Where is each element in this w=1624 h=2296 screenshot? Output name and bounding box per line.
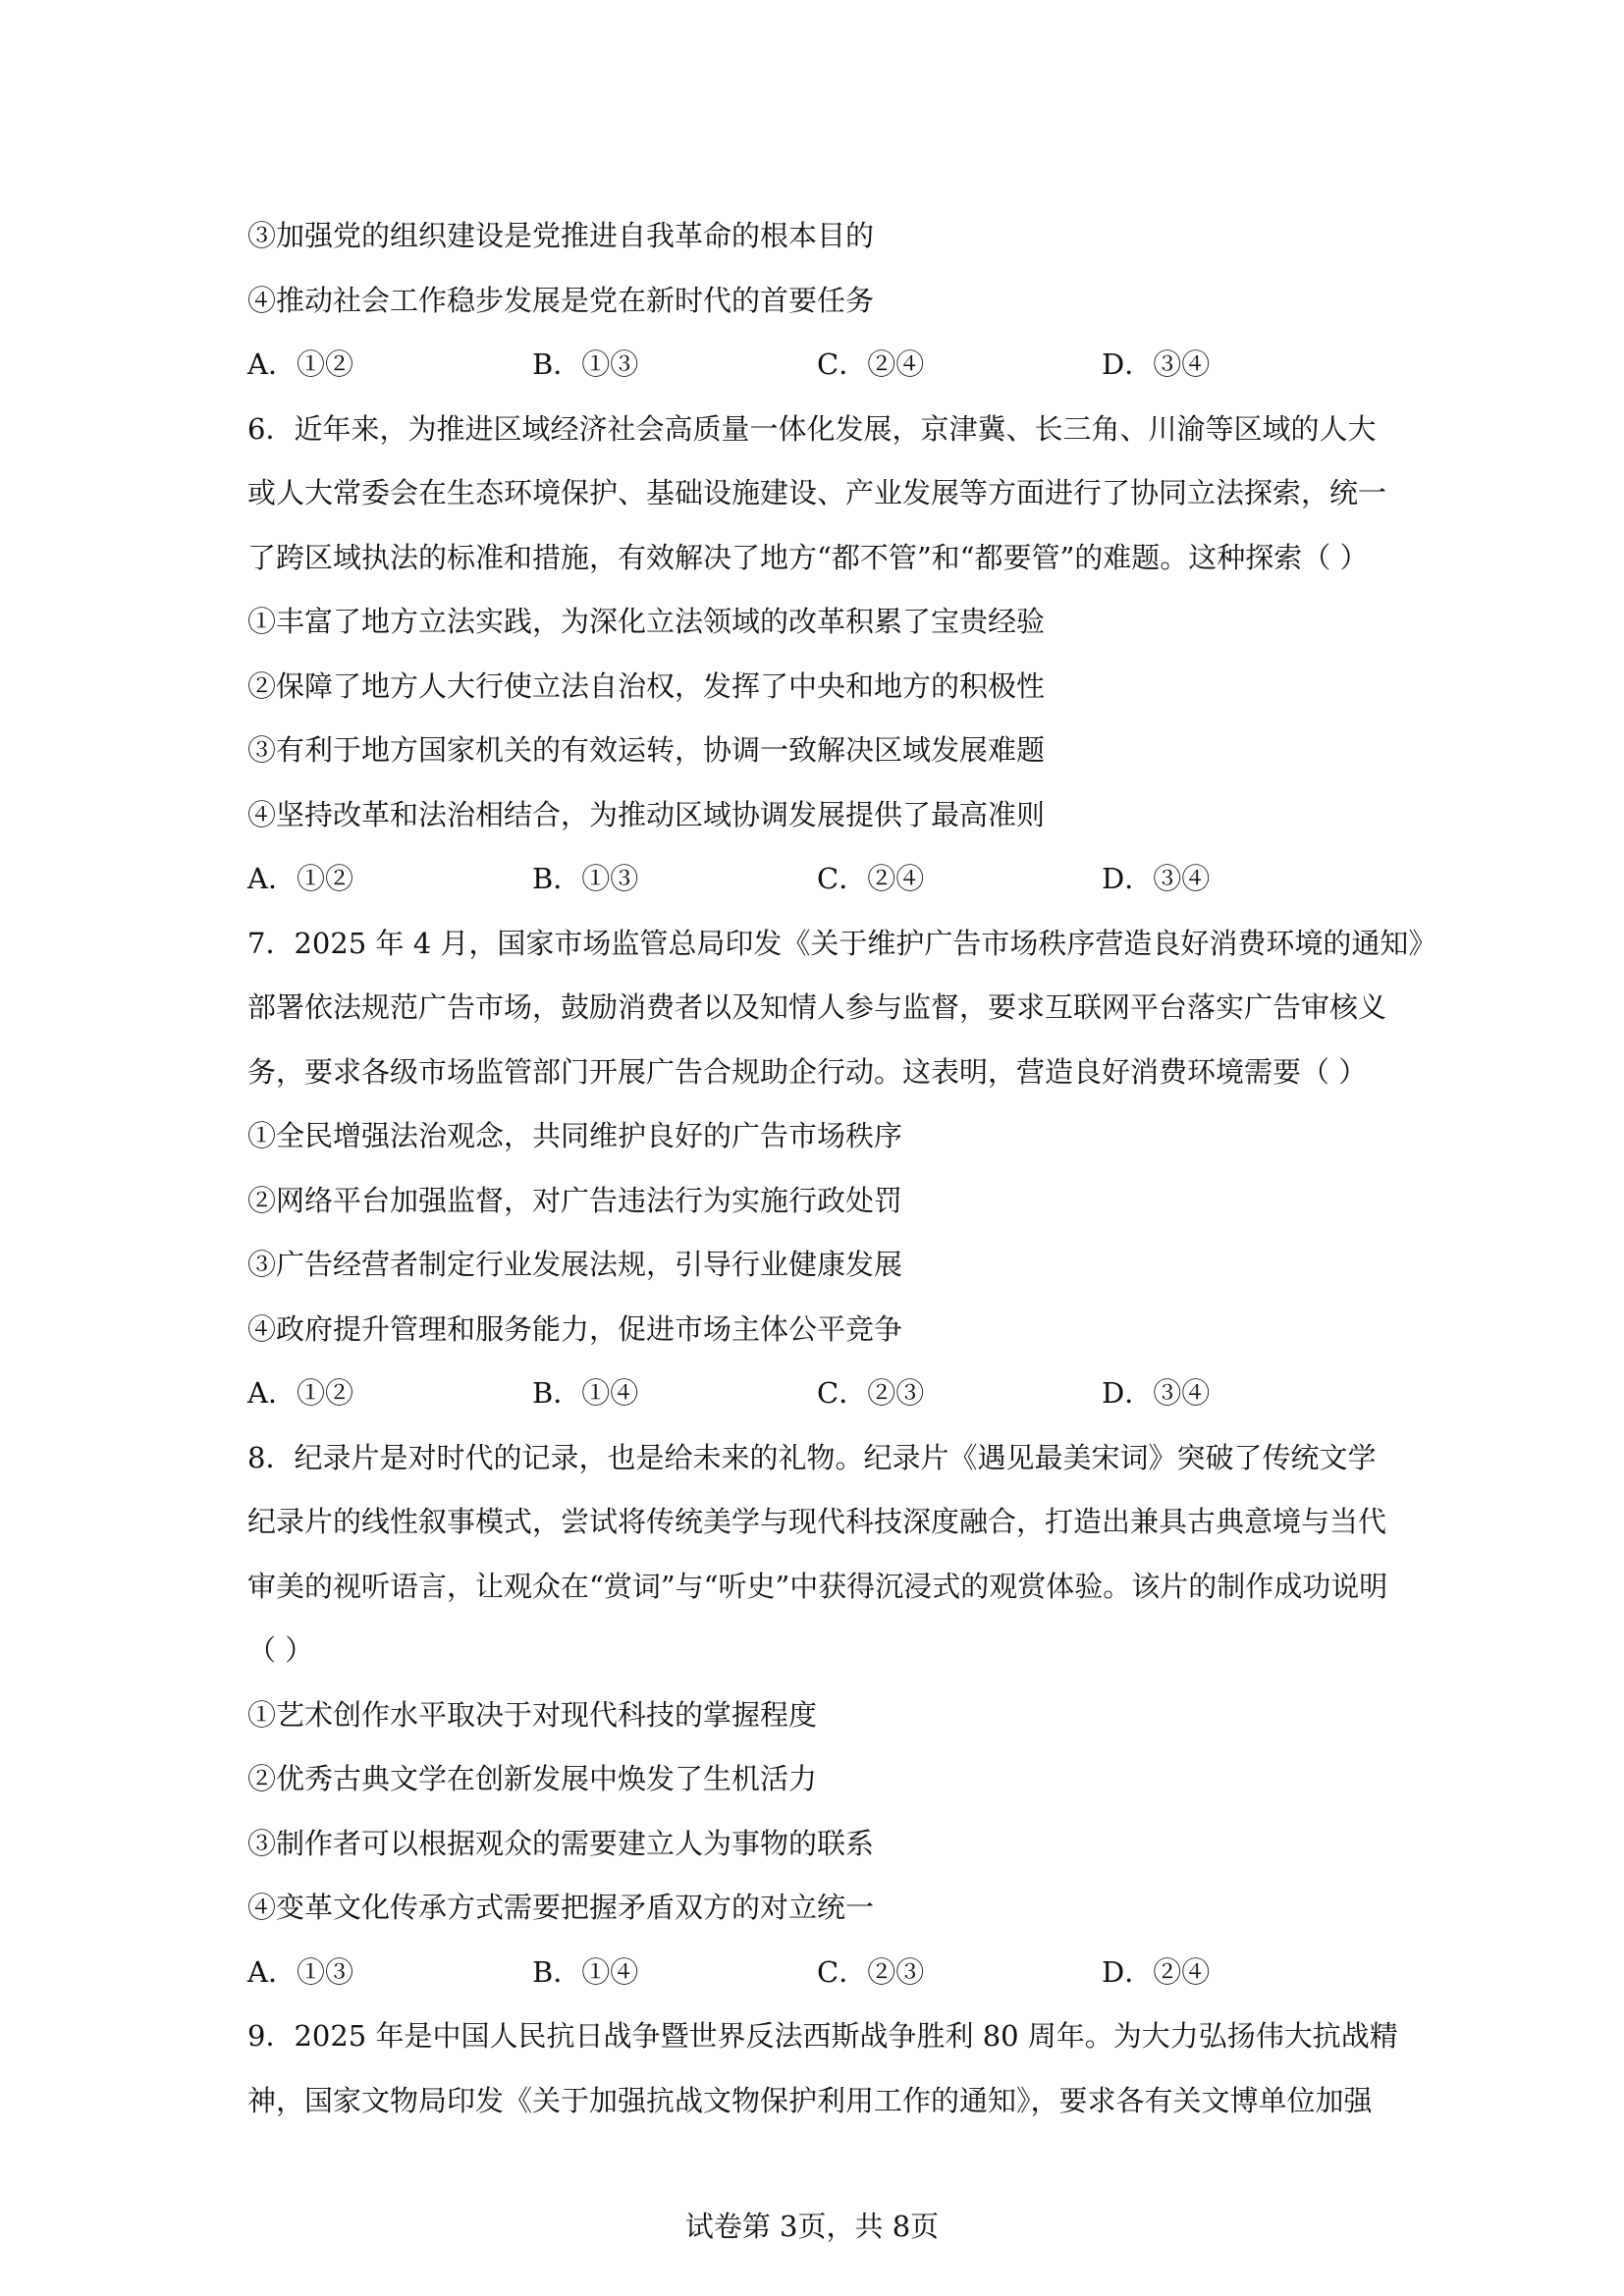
option: C．②④ [817, 862, 925, 895]
option: B．①④ [532, 1376, 639, 1410]
question-stem: 神，国家文物局印发《关于加强抗战文物保护利用工作的通知》，要求各有关文博单位加强 [247, 2083, 1373, 2117]
question-stem: 7．2025 年 4 月，国家市场监管总局印发《关于维护广告市场秩序营造良好消费环境的通知》 [247, 926, 1437, 960]
option: A．①③ [247, 1954, 353, 1989]
statement: ③加强党的组织建设是党推进自我革命的根本目的 [247, 219, 875, 252]
statement: ①全民增强法治观念，共同维护良好的广告市场秩序 [247, 1119, 903, 1152]
option: B．①③ [532, 347, 639, 381]
answer-options [247, 1941, 1386, 2005]
question-stem: 了跨区域执法的标准和措施，有效解决了地方“都不管”和“都要管”的难题。这种探索（ ） [247, 540, 1369, 574]
question-stem: 务，要求各级市场监管部门开展广告合规助企行动。这表明，营造良好消费环境需要（ ） [247, 1054, 1368, 1089]
question-stem: 9．2025 年是中国人民抗日战争暨世界反法西斯战争胜利 80 周年。为大力弘扬伟大抗战精 [247, 2019, 1398, 2053]
statement: ③制作者可以根据观众的需要建立人为事物的联系 [247, 1826, 875, 1860]
page-footer: 试卷第 3页，共 8页 [684, 2210, 940, 2243]
answer-options [247, 333, 1386, 398]
answer-options [247, 1362, 1386, 1426]
option: A．①② [247, 347, 353, 381]
statement: ②网络平台加强监督，对广告违法行为实施行政处罚 [247, 1183, 903, 1217]
question-stem: （ ） [247, 1633, 314, 1667]
exam-content [247, 204, 1437, 2133]
question-stem: 8．纪录片是对时代的记录，也是给未来的礼物。纪录片《遇见最美宋词》突破了传统文学 [247, 1440, 1377, 1474]
question-stem: 审美的视听语言，让观众在“赏词”与“听史”中获得沉浸式的观赏体验。该片的制作成功说明 [247, 1569, 1388, 1603]
statement: ②保障了地方人大行使立法自治权，发挥了中央和地方的积极性 [247, 668, 1046, 703]
option: C．②④ [817, 347, 925, 381]
option: A．①② [247, 862, 353, 895]
option: D．②④ [1102, 1954, 1211, 1989]
option: D．③④ [1102, 862, 1211, 895]
statement: ④变革文化传承方式需要把握矛盾双方的对立统一 [247, 1891, 875, 1924]
statement: ③有利于地方国家机关的有效运转，协调一致解决区域发展难题 [247, 733, 1046, 767]
statement: ④推动社会工作稳步发展是党在新时代的首要任务 [247, 283, 875, 317]
question-stem: 部署依法规范广告市场，鼓励消费者以及知情人参与监督，要求互联网平台落实广告审核义 [247, 990, 1387, 1024]
option: D．③④ [1102, 347, 1211, 381]
option: B．①③ [532, 862, 639, 895]
option: B．①④ [532, 1954, 639, 1989]
question-stem: 6．近年来，为推进区域经济社会高质量一体化发展，京津冀、长三角、川渝等区域的人大 [247, 411, 1377, 446]
statement: ②优秀古典文学在创新发展中焕发了生机活力 [247, 1762, 818, 1795]
statement: ④政府提升管理和服务能力，促进市场主体公平竞争 [247, 1311, 903, 1346]
answer-options [247, 847, 1386, 912]
question-stem: 纪录片的线性叙事模式，尝试将传统美学与现代科技深度融合，打造出兼具古典意境与当代 [247, 1505, 1387, 1538]
option: C．②③ [817, 1954, 925, 1989]
statement: ③广告经营者制定行业发展法规，引导行业健康发展 [247, 1248, 903, 1281]
statement: ①丰富了地方立法实践，为深化立法领域的改革积累了宝贵经验 [247, 605, 1046, 638]
statement: ①艺术创作水平取决于对现代科技的掌握程度 [247, 1697, 818, 1732]
option: A．①② [247, 1376, 353, 1410]
option: D．③④ [1102, 1376, 1211, 1410]
statement: ④坚持改革和法治相结合，为推动区域协调发展提供了最高准则 [247, 797, 1046, 831]
question-stem: 或人大常委会在生态环境保护、基础设施建设、产业发展等方面进行了协同立法探索，统一 [247, 476, 1387, 509]
option: C．②③ [817, 1376, 925, 1410]
